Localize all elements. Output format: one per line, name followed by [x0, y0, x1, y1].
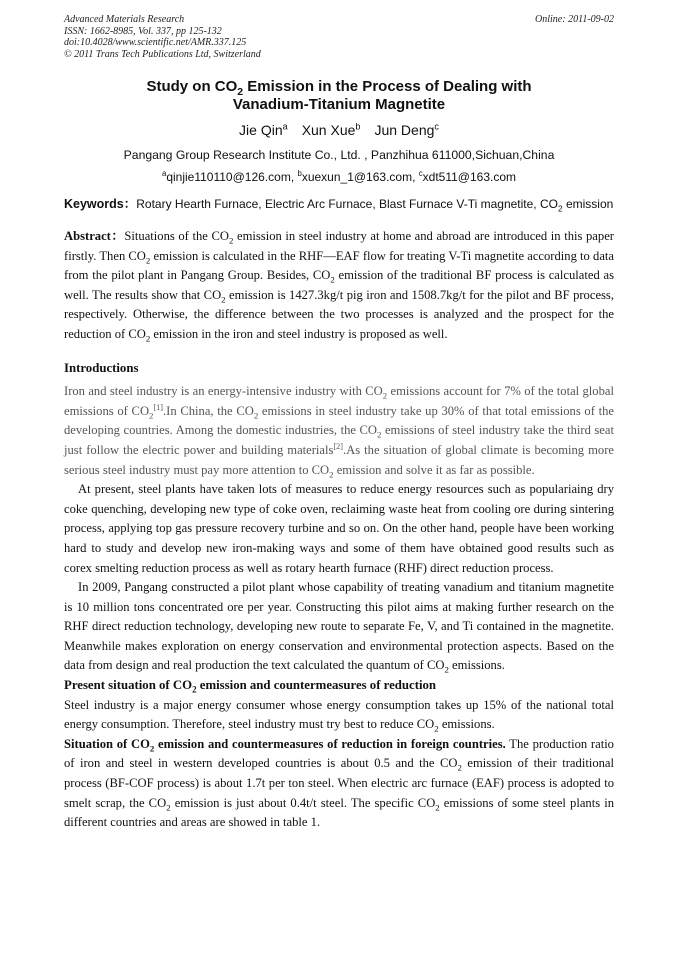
- section-heading-present-situation: Present situation of $CO_2$ emission and countermeasures of reduction: [64, 678, 437, 695]
- email-address: xdt511@163.com: [422, 170, 517, 184]
- author: Jie Qin$^a$: [239, 121, 288, 138]
- online-date: Online: 2011-09-02: [535, 14, 614, 25]
- journal-copyright: © 2011 Trans Tech Publications Ltd, Switzerland: [64, 48, 261, 60]
- intro-paragraph-2: At present, steel plants have taken lots of measures to reduce energy resources such as populariaing dry coke quenching, developing new type of coke oven, reclaiming waste heat from cooling ore during sintering process, applying top gas pressure recovery turbine and so on. On the other hand, people have been working hard to study and develop new iron-making ways and some of them have obtained good results such as corex smelting reduction process as well as rotary hearth furnace (RHF) direct reduction process.: [64, 482, 614, 575]
- foreign-situation-paragraph: Situation of $CO_2$ emission and countermeasures of reduction in foreign countries. The production ratio of iron and steel in western developed countries is about 0.5 and the $CO_2$ emission of their traditional process (BF-COF process) is about 1.7t per ton steel. When electric arc furnace (EAF) process is adopted to smelt scrap, the $CO_2$ emission is just about 0.4t/t steel. The specific $CO_2$ emissions of some steel plants in different countries and areas are showed in table 1.: [64, 736, 615, 830]
- affiliation: Pangang Group Research Institute Co., Ltd. , Panzhihua 611000,Sichuan,China: [123, 148, 555, 162]
- keywords: Keywords：Rotary Hearth Furnace, Electric Arc Furnace, Blast Furnace V-Ti magnetite, $CO_2$ emission: [64, 197, 614, 214]
- keywords-label: Keywords：: [64, 197, 137, 211]
- journal-name: Advanced Materials Research: [64, 14, 185, 25]
- journal-header: [64, 14, 614, 60]
- author: Jun Deng$^c$: [374, 121, 439, 138]
- email-address: xuexun_1@163.com,: [301, 170, 419, 184]
- title-line-1: Study on $CO_2$ Emission in the Process of Dealing with: [146, 78, 532, 98]
- intro-paragraph-3: In 2009, Pangang constructed a pilot plant whose capability of treating vanadium and titanium magnetite is 10 million tons concentrated ore per year. Constructing this pilot aims at making further research on the RHF direct reduction technology, developing new route to separate Fe, V, and Ti contained in the magnetite. Meanwhile makes exploration on energy conservation and environmental protection aspects. Based on the data from design and real production the text calculated the quantum of $CO_2$ emissions.: [64, 580, 614, 675]
- email-address: qinjie110110@126.com,: [166, 170, 298, 184]
- abstract-label: Abstract：: [64, 229, 125, 243]
- section-heading-introductions: Introductions: [64, 360, 139, 375]
- present-situation-paragraph-1: Steel industry is a major energy consumer whose energy consumption takes up 15% of the national total energy consumption. Therefore, steel industry must try best to reduce $CO_2$ emissions.: [64, 697, 614, 734]
- author-list: [64, 121, 614, 139]
- citation: [1]: [153, 402, 163, 412]
- intro-paragraph-1: Iron and steel industry is an energy-intensive industry with $CO_2$ emissions account for 7% of the total global emissions of $CO_2[1].In$ China, the $CO_2$ emissions in steel industry take up 30% of that total emissions of the developing countries. Among the domestic industries, the $CO_2$ emissions of steel industry take the third seat just follow the electric power and building materials[2].As the situation of global climate is becoming more serious steel industry must pay more attention to $CO_2$ emission and solve it as far as possible.: [64, 384, 614, 480]
- author: Xun Xue$^b$: [301, 121, 361, 138]
- email-list: $^a$qinjie110110@126.com, $^b$xuexun_1@163.com, $^c$xdt511@163.com: [161, 169, 517, 184]
- abstract: Abstract：Situations of the $CO_2$ emission in steel industry at home and abroad are introduced in this paper firstly. Then $CO_2$ emission is calculated in the RHF—EAF flow for treating V-Ti magnetite according to data from the pilot plant in Pangang Group. Besides, $CO_2$ emission of the traditional BF process is calculated as well. The results show that $CO_2$ emission is 1427.3kg/t pig iron and 1508.7kg/t for the pilot and BF process, respectively. Otherwise, the difference between the two processes is analyzed and the prospect for the reduction of $CO_2$ emission in the iron and steel industry is proposed as well.: [64, 229, 614, 344]
- journal-issn: ISSN: 1662-8985, Vol. 337, pp 125-132: [64, 25, 222, 37]
- citation: [2]: [333, 441, 343, 451]
- title-line-2: Vanadium-Titanium Magnetite: [232, 96, 446, 113]
- paper-title: [64, 78, 614, 114]
- subsection-heading-foreign: Situation of $CO_2$ emission and countermeasures of reduction in foreign countries.: [64, 736, 506, 754]
- journal-doi: doi:10.4028/www.scientific.net/AMR.337.125: [64, 37, 247, 48]
